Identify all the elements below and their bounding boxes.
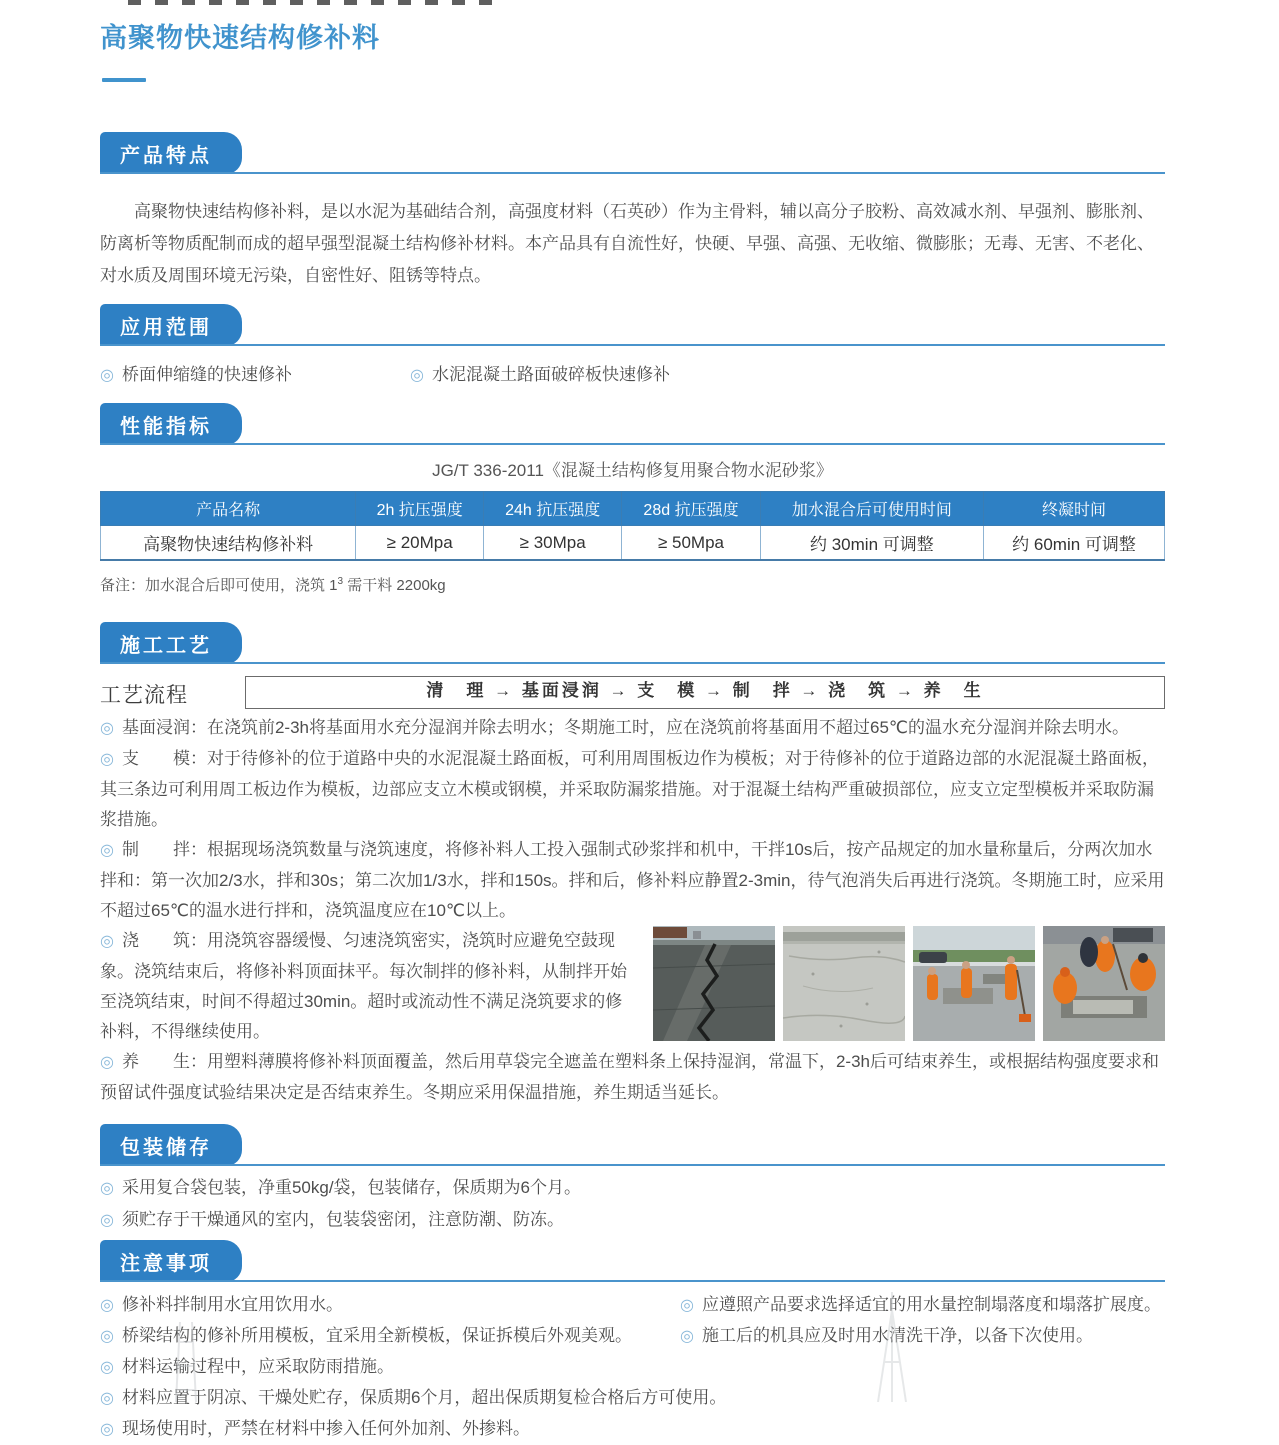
note-item [100,1352,1165,1383]
packaging-list [100,1172,1165,1236]
step-base-wetting [100,713,1165,744]
note-item-label: 现场使用时，严禁在材料中掺入任何外加剂、外掺料。 [121,1419,530,1438]
step-text: 养 生：用塑料薄膜将修补料顶面覆盖，然后用草袋完全遮盖在塑料条上保持湿润，常温下，2-3h后可结束养生，或根据结构强度要求和预留试件强度试验结果决定是否结束养生。冬期应采用保温措施，养生期适当延长。 [100,1052,1159,1102]
ring-bullet-icon: ◎ [680,1328,694,1345]
ring-bullet-icon: ◎ [100,751,114,768]
section-construction [100,626,1165,1108]
note-item-label: 桥梁结构的修补所用模板，宜采用全新模板，保证拆模后外观美观。 [121,1326,632,1345]
photo-road-repair-crew [913,926,1035,1041]
ring-bullet-icon: ◎ [100,933,114,950]
step-text: 支 模：对于待修补的位于道路中央的水泥混凝土路面板，可利用周围板边作为模板；对于待修补的位于道路边部的水泥混凝土路面板，其三条边可利用周工板边作为模板，边部应支立木模或钢模，并采取防漏浆措施。对于混凝土结构严重破损部位，应支立定型模板并采取防漏浆措施。 [100,749,1159,829]
note-item-label: 应遵照产品要求选择适宜的用水量控制塌落度和塌落扩展度。 [701,1295,1161,1314]
cell-final-set-time: 约 60min 可调整 [984,526,1165,561]
ring-bullet-icon: ◎ [100,1297,114,1314]
application-item-label: 水泥混凝土路面破碎板快速修补 [431,365,670,384]
note-item [100,1290,680,1321]
ring-bullet-icon: ◎ [100,1328,114,1345]
process-flow [100,676,1165,709]
photo-mortar-placement-crew [1043,926,1165,1041]
note-item-label: 材料应置于阴凉、干燥处贮存，保质期6个月，超出保质期复检合格后方可使用。 [121,1388,727,1407]
features-header-tab [100,132,242,174]
col-header: 加水混合后可使用时间 [760,492,983,526]
cell-2h-strength: ≥ 20Mpa [356,526,484,561]
ring-bullet-icon: ◎ [100,720,114,737]
ring-bullet-icon: ◎ [100,367,114,384]
note-item-label: 施工后的机具应及时用水清洗干净，以备下次使用。 [701,1326,1093,1345]
standard-reference: JG/T 336-2011《混凝土结构修复用聚合物水泥砂浆》 [432,461,833,480]
performance-header [100,407,1165,445]
notes-two-column-list [100,1290,1165,1352]
process-flow-box: 清 理 → 基面浸润 → 支 模 → 制 拌 → 浇 筑 → 养 生 [245,676,1165,709]
note-item [680,1321,1165,1352]
cell-product-name: 高聚物快速结构修补料 [101,526,356,561]
packaging-item-label: 须贮存于干燥通风的室内，包装袋密闭，注意防潮、防冻。 [121,1210,564,1229]
notes-header [100,1244,1165,1282]
ring-bullet-icon: ◎ [100,1180,114,1197]
table-row [101,526,1165,561]
ring-bullet-icon: ◎ [100,1390,114,1407]
product-sheet-page [100,0,1165,1438]
features-header-label: 产品特点 [120,145,212,167]
step-formwork [100,744,1165,835]
performance-header-label: 性能指标 [120,416,212,438]
applications-list [100,360,1165,391]
note-item-label: 修补料拌制用水宜用饮用水。 [121,1295,343,1314]
features-header [100,136,1165,174]
section-applications [100,308,1165,391]
packaging-header-tab [100,1124,242,1166]
section-notes [100,1244,1165,1445]
step-curing [100,1047,1165,1108]
construction-header-label: 施工工艺 [120,635,212,657]
table-note-text: 备注：加水混合后即可使用，浇筑 1 [100,577,338,594]
notes-header-label: 注意事项 [120,1253,212,1275]
table-note [100,571,1165,597]
ring-bullet-icon: ◎ [100,1054,114,1071]
construction-header [100,626,1165,664]
col-header: 2h 抗压强度 [356,492,484,526]
col-header: 产品名称 [101,492,356,526]
cropped-text-artifact [128,0,496,5]
note-item [100,1414,1165,1445]
ring-bullet-icon: ◎ [100,1421,114,1438]
title-underline [102,78,146,82]
note-item [100,1321,680,1352]
cell-28d-strength: ≥ 50Mpa [622,526,760,561]
step-text: 浇 筑：用浇筑容器缓慢、匀速浇筑密实，浇筑时应避免空鼓现象。浇筑结束后，将修补料顶面抹平。每次制拌的修补料，从制拌开始至浇筑结束，时间不得超过30min。超时或流动性不满足浇筑要求的修补料，不得继续使用。 [100,931,627,1041]
col-header: 24h 抗压强度 [484,492,622,526]
step-text: 制 拌：根据现场浇筑数量与浇筑速度，将修补料人工投入强制式砂浆拌和机中，干拌10s后，按产品规定的加水量称量后，分两次加水拌和：第一次加2/3水，拌和30s；第二次加1/3水，拌和150s。拌和后，修补料应静置2-3min，待气泡消失后再进行浇筑。冬期施工时，应采用不超过65℃的温水进行拌和，浇筑温度应在10℃以上。 [100,840,1165,920]
ring-bullet-icon: ◎ [100,1359,114,1376]
notes-header-tab [100,1240,242,1282]
step-text: 基面浸润：在浇筑前2-3h将基面用水充分湿润并除去明水；冬期施工时，应在浇筑前将基面用不超过65℃的温水充分湿润并除去明水。 [121,718,1129,737]
table-note-superscript: 3 [337,576,344,587]
photo-cracked-light-concrete [783,926,905,1041]
cell-24h-strength: ≥ 30Mpa [484,526,622,561]
step-mixing [100,835,1165,926]
table-header-row [101,492,1165,526]
packaging-item-label: 采用复合袋包装，净重50kg/袋，包装储存，保质期为6个月。 [121,1178,582,1197]
cell-usable-time: 约 30min 可调整 [760,526,983,561]
photo-cracked-dark-pavement [653,926,775,1041]
note-item [680,1290,1165,1321]
section-packaging [100,1128,1165,1236]
features-paragraph: 高聚物快速结构修补料，是以水泥为基础结合剂，高强度材料（石英砂）作为主骨料，辅以高分子胶粉、高效减水剂、早强剂、膨胀剂、防离析等物质配制而成的超早强型混凝土结构修补材料。本产品具有自流性好，快硬、早强、高强、无收缩、微膨胀；无毒、无害、不老化、对水质及周围环境无污染，自密性好、阻锈等特点。 [100,202,1154,285]
notes-full-width-list [100,1352,1165,1445]
col-header: 终凝时间 [984,492,1165,526]
table-note-suffix: 需干料 2200kg [343,577,446,594]
application-item-label: 桥面伸缩缝的快速修补 [121,365,292,384]
ring-bullet-icon: ◎ [100,1212,114,1229]
performance-table [100,491,1165,561]
note-item [100,1383,1165,1414]
packaging-item [100,1172,1165,1204]
packaging-header-label: 包装储存 [120,1137,212,1159]
applications-header-label: 应用范围 [120,317,212,339]
section-performance [100,407,1165,597]
application-item [410,360,670,391]
construction-photos [653,926,1165,1041]
ring-bullet-icon: ◎ [410,367,424,384]
ring-bullet-icon: ◎ [680,1297,694,1314]
application-item [100,360,410,391]
note-item-label: 材料运输过程中，应采取防雨措施。 [121,1357,394,1376]
applications-header-tab [100,304,242,346]
ring-bullet-icon: ◎ [100,842,114,859]
packaging-header [100,1128,1165,1166]
applications-header [100,308,1165,346]
col-header: 28d 抗压强度 [622,492,760,526]
construction-header-tab [100,622,242,664]
construction-steps [100,713,1165,1108]
packaging-item [100,1204,1165,1236]
process-flow-label: 工艺流程 [100,684,188,707]
performance-header-tab [100,403,242,445]
section-features [100,136,1165,292]
page-title: 高聚物快速结构修补料 [100,23,380,53]
